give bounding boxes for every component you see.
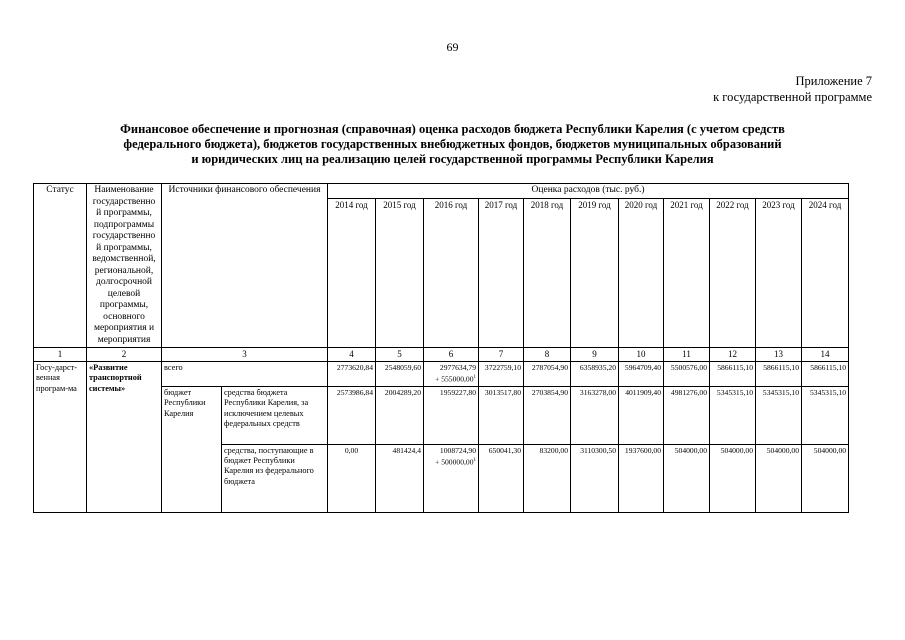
column-number: 6 <box>424 348 479 362</box>
header-estimate: Оценка расходов (тыс. руб.) <box>328 184 849 199</box>
value-cell: 2548059,60 <box>376 362 424 387</box>
value-cell: 5345315,10 <box>710 387 756 445</box>
header-year: 2016 год <box>424 199 479 348</box>
appendix-line-2: к государственной программе <box>713 90 872 104</box>
value-cell: 2004289,20 <box>376 387 424 445</box>
title-line-3: и юридических лиц на реализацию целей государственной программы Республики Карелия <box>191 152 714 166</box>
column-number: 5 <box>376 348 424 362</box>
value-cell-with-note <box>424 362 479 387</box>
column-number: 1 <box>34 348 87 362</box>
value-cell: 3013517,80 <box>479 387 524 445</box>
column-number: 2 <box>87 348 162 362</box>
source-cell: средства, поступающие в бюджет Республики Карелия из федерального бюджета <box>222 444 328 513</box>
column-number-row <box>34 348 849 362</box>
document-title <box>60 122 845 167</box>
source-group-cell: бюджет Республики Карелия <box>162 387 222 445</box>
value-cell: 5964709,40 <box>619 362 664 387</box>
column-number: 7 <box>479 348 524 362</box>
program-name-cell: «Развитие транспортной системы» <box>87 362 162 513</box>
value-cell: 2773620,84 <box>328 362 376 387</box>
source-cell: средства бюджета Республики Карелия, за исключением целевых федеральных средств <box>222 387 328 445</box>
value-cell: 5500576,00 <box>664 362 710 387</box>
appendix-caption <box>713 73 872 105</box>
column-number: 10 <box>619 348 664 362</box>
value-note <box>426 456 476 468</box>
value-cell: 1937600,00 <box>619 444 664 513</box>
header-year: 2017 год <box>479 199 524 348</box>
value-cell: 6358935,20 <box>571 362 619 387</box>
header-status: Статус <box>34 184 87 348</box>
value-cell: 5345315,10 <box>756 387 802 445</box>
value-cell: 3722759,10 <box>479 362 524 387</box>
value-cell: 4981276,00 <box>664 387 710 445</box>
status-cell: Госу-дарст-венная програм-ма <box>34 362 87 513</box>
column-number: 3 <box>162 348 328 362</box>
value-cell: 504000,00 <box>756 444 802 513</box>
value-cell: 650041,30 <box>479 444 524 513</box>
column-number: 9 <box>571 348 619 362</box>
footnote-mark: 1 <box>473 457 476 463</box>
financing-table <box>33 183 849 513</box>
value-note <box>426 373 476 385</box>
table-row-total <box>34 362 849 387</box>
source-cell: всего <box>162 362 328 387</box>
note-text: + 555000,00 <box>435 374 474 384</box>
column-number: 8 <box>524 348 571 362</box>
value-cell: 0,00 <box>328 444 376 513</box>
value-cell-with-note <box>424 444 479 513</box>
value-cell: 504000,00 <box>802 444 849 513</box>
value-cell: 504000,00 <box>710 444 756 513</box>
value-main: 1008724,90 <box>439 445 476 455</box>
header-year: 2015 год <box>376 199 424 348</box>
header-sources: Источники финансового обеспечения <box>162 184 328 348</box>
value-cell: 5866115,10 <box>756 362 802 387</box>
value-cell: 83200,00 <box>524 444 571 513</box>
value-cell: 1959227,80 <box>424 387 479 445</box>
value-cell: 5866115,10 <box>802 362 849 387</box>
header-year: 2014 год <box>328 199 376 348</box>
title-line-1: Финансовое обеспечение и прогнозная (справочная) оценка расходов бюджета Республики Карелия (с учетом средств <box>120 122 785 136</box>
value-cell: 2787054,90 <box>524 362 571 387</box>
value-cell: 5345315,10 <box>802 387 849 445</box>
value-cell: 504000,00 <box>664 444 710 513</box>
value-cell: 3110300,50 <box>571 444 619 513</box>
value-cell: 2703854,90 <box>524 387 571 445</box>
header-name: Наименование государственно й программы, подпрограммы государственно й программы, ведомственной, региональной, долгосрочной целевой программы, основного мероприятия и мероприятия <box>87 184 162 348</box>
header-year: 2020 год <box>619 199 664 348</box>
column-number: 12 <box>710 348 756 362</box>
value-cell: 481424,4 <box>376 444 424 513</box>
header-year: 2023 год <box>756 199 802 348</box>
appendix-line-1: Приложение 7 <box>795 74 872 88</box>
value-cell: 2573986,84 <box>328 387 376 445</box>
header-year: 2024 год <box>802 199 849 348</box>
column-number: 13 <box>756 348 802 362</box>
header-year: 2021 год <box>664 199 710 348</box>
header-year: 2019 год <box>571 199 619 348</box>
source-group-cell-cont <box>162 444 222 513</box>
value-cell: 4011909,40 <box>619 387 664 445</box>
value-main: 2977634,79 <box>439 363 476 372</box>
footnote-mark: 1 <box>473 375 476 381</box>
column-number: 14 <box>802 348 849 362</box>
column-number: 4 <box>328 348 376 362</box>
page-number: 69 <box>446 40 459 54</box>
note-text: + 500000,00 <box>435 457 474 467</box>
value-cell: 5866115,10 <box>710 362 756 387</box>
value-cell: 3163278,00 <box>571 387 619 445</box>
title-line-2: федерального бюджета), бюджетов государственных внебюджетных фондов, бюджетов муниципальных образований <box>123 137 782 151</box>
header-year: 2018 год <box>524 199 571 348</box>
header-year: 2022 год <box>710 199 756 348</box>
column-number: 11 <box>664 348 710 362</box>
header-row-top <box>34 184 849 199</box>
